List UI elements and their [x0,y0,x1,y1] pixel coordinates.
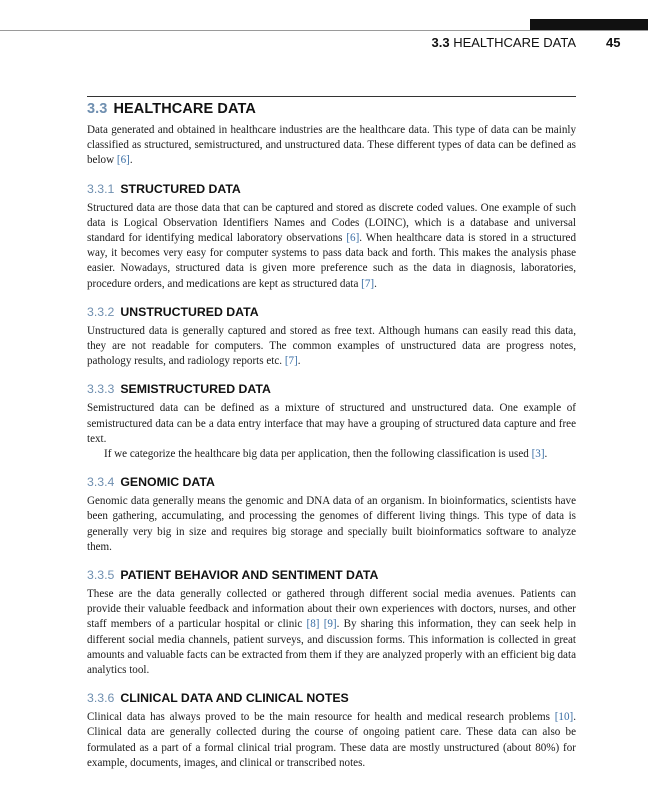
section-rule [87,96,576,97]
clinical-paragraph: Clinical data has always proved to be the main resource for health and medical research problems [10]. Clinical data are generally collected during the course of ongoing patient care. These data can also be formulated as a part of a formal clinical trial program. These data are mostly unstructured (about 80%) for example, documents, images, and clinical or transcribed notes. [87,711,576,769]
subsection-heading-unstructured: 3.3.2 UNSTRUCTURED DATA [87,304,259,319]
page-number: 45 [606,35,621,50]
page-body [87,100,576,771]
citation-link[interactable]: [8] [306,618,320,631]
patient-behavior-paragraph: These are the data generally collected or gathered through different social media avenues. Patients can provide their valuable feedback and information about their own experiences with doctors, nurses, and other staff members of a particular hospital or clinic [8] [9]. By sharing this information, they can seek help in different social media channels, patient surveys, and discussion forms. This information is collected in great amounts and valuable facts can be extracted from them if they are analyzed properly with an efficient big data analytics tool. [87,588,576,677]
section-number: 3.3 [87,101,108,117]
running-head-title: HEALTHCARE DATA [453,35,576,50]
subsection-heading-structured: 3.3.1 STRUCTURED DATA [87,181,241,196]
genomic-paragraph: Genomic data generally means the genomic and DNA data of an organism. In bioinformatics, scientists have been gathering, accumulating, and processing the genomes of different living things. This type of data is generally very big in size and requires big storage and specially built bioinformatics software to analyze them. [87,495,576,553]
subsection-heading-patient-behavior: 3.3.5 PATIENT BEHAVIOR AND SENTIMENT DATA [87,568,379,583]
section-heading [87,101,576,117]
classification-paragraph: If we categorize the healthcare big data per application, then the following classification is used [3]. [104,448,548,461]
section-title: HEALTHCARE DATA [113,101,256,117]
citation-link[interactable]: [9] [323,618,337,631]
semistructured-paragraph: Semistructured data can be defined as a mixture of structured and unstructured data. One example of semistructured data can be a data entry interface that may have a grouping of structured data capture and free text. [87,402,576,445]
citation-link[interactable]: [6] [346,232,360,245]
running-head-section-number: 3.3 [431,35,450,50]
subsection-heading-clinical: 3.3.6 CLINICAL DATA AND CLINICAL NOTES [87,691,349,706]
citation-link[interactable]: [10] [554,711,574,724]
running-head [431,35,621,50]
unstructured-paragraph: Unstructured data is generally captured and stored as free text. Although humans can easily read this data, they are not readable for computers. The common examples of unstructured data are progress notes, pathology results, and radiology reports etc. [7]. [87,324,576,368]
citation-link[interactable]: [3] [531,448,545,461]
header-rule [0,30,648,31]
citation-link[interactable]: [7] [284,355,298,368]
intro-paragraph: Data generated and obtained in healthcare industries are the healthcare data. This type of data can be mainly classified as structured, semistructured, and unstructured data. These different types of data can be defined as below [6]. [87,124,576,167]
subsection-heading-genomic: 3.3.4 GENOMIC DATA [87,475,215,490]
citation-link[interactable]: [7] [361,277,375,290]
citation-link[interactable]: [6] [116,154,130,167]
subsection-heading-semistructured: 3.3.3 SEMISTRUCTURED DATA [87,382,271,397]
structured-paragraph: Structured data are those data that can be captured and stored as discrete coded values. One example of such data is Logical Observation Identifiers Names and Codes (LOINC), which is a database and universal standard for identifying medical laboratory observations [6]. When healthcare data is stored in a structured way, it becomes very easy for computer systems to pass data back and forth. This makes the analysis phase easier. Nowadays, structured data is given more preference such as the data in diagnosis, laboratories, procedure orders, and medications are kept as structured data [7]. [87,201,576,290]
